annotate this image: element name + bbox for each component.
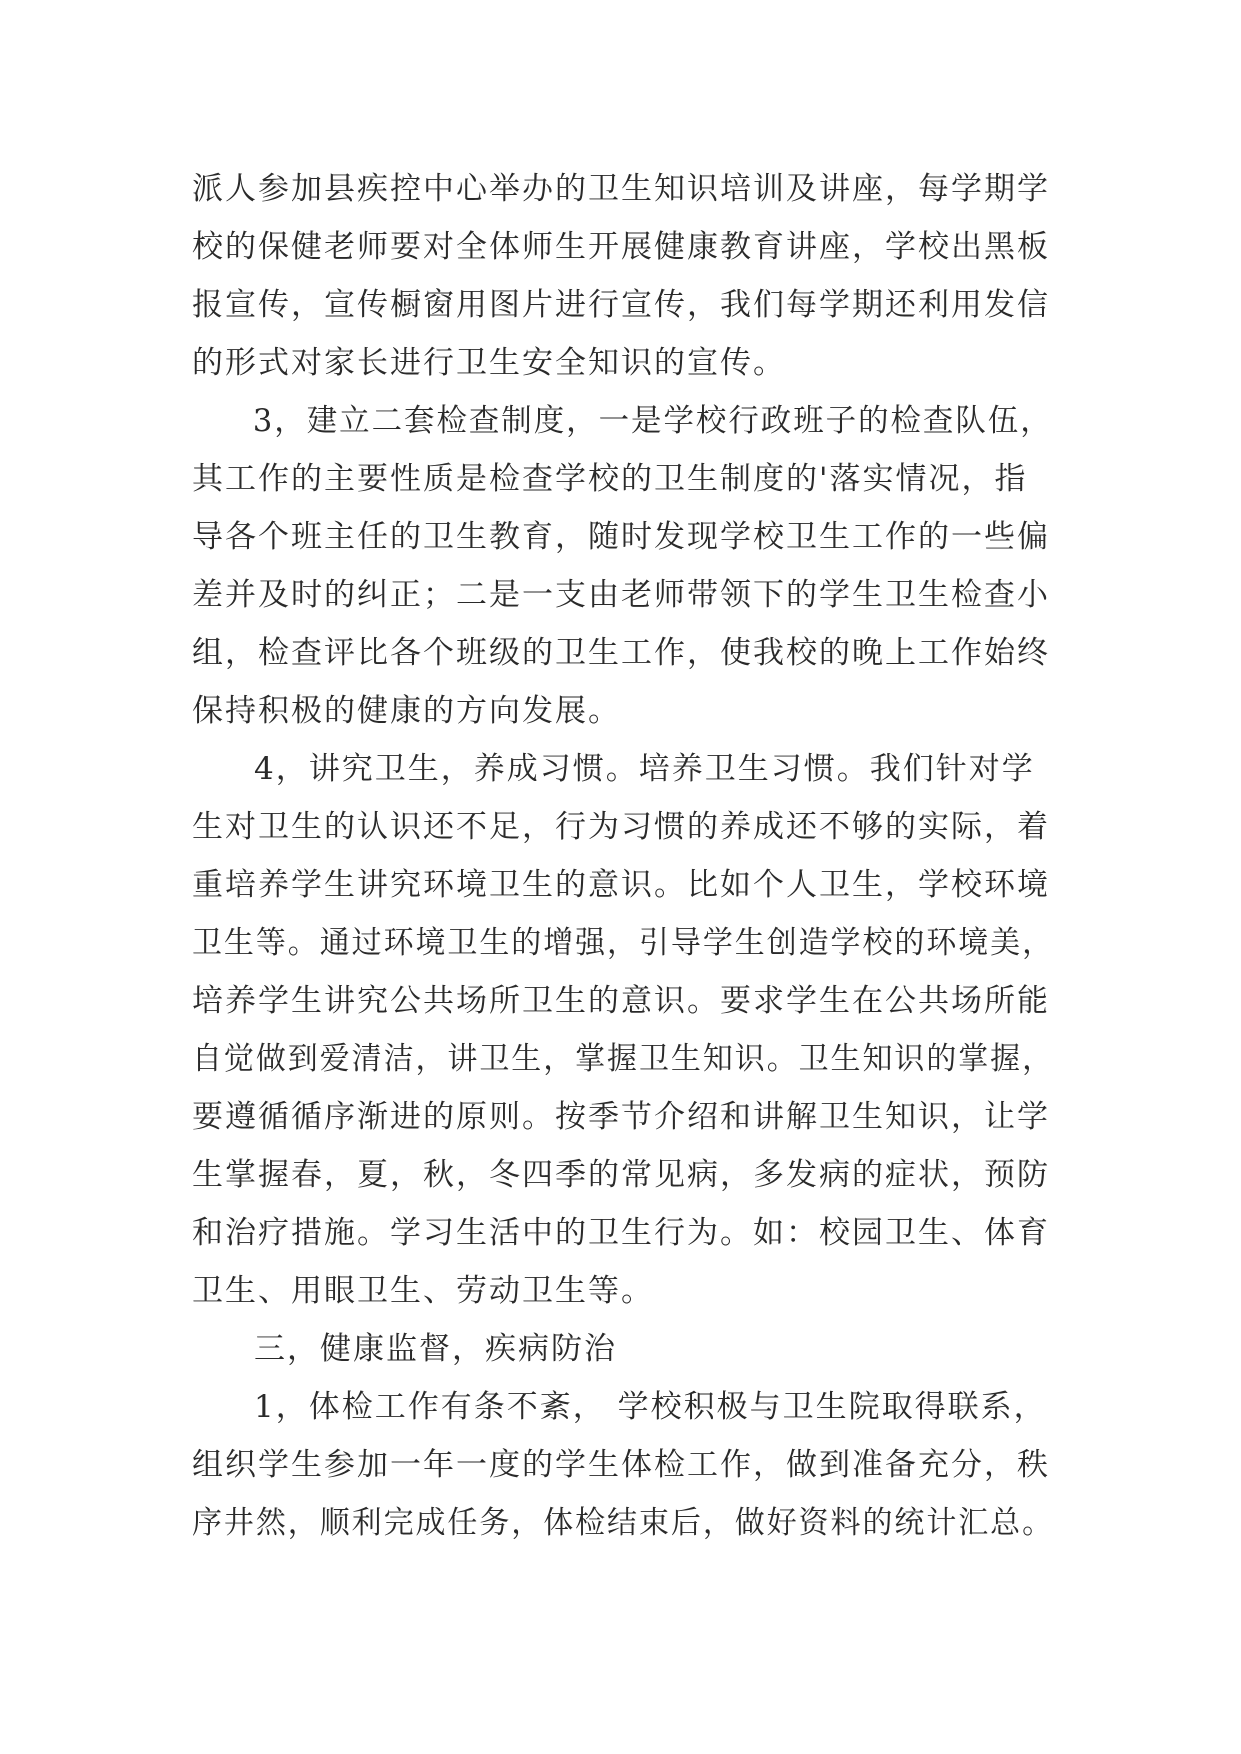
text-line: 1，体检工作有条不紊， 学校积极与卫生院取得联系， bbox=[254, 1389, 1047, 1425]
document-body bbox=[192, 160, 1054, 1552]
text-line: 序井然，顺利完成任务，体检结束后，做好资料的统计汇总。 bbox=[192, 1505, 1055, 1541]
text-line: 校的保健老师要对全体师生开展健康教育讲座，学校出黑板 bbox=[192, 229, 1050, 265]
text-line: 培养学生讲究公共场所卫生的意识。要求学生在公共场所能 bbox=[192, 983, 1050, 1019]
text-line: 生对卫生的认识还不足，行为习惯的养成还不够的实际，着 bbox=[192, 809, 1050, 845]
text-line: 派人参加县疾控中心举办的卫生知识培训及讲座，每学期学 bbox=[192, 171, 1050, 207]
text-line: 卫生、用眼卫生、劳动卫生等。 bbox=[192, 1273, 654, 1309]
text-line: 4，讲究卫生，养成习惯。培养卫生习惯。我们针对学 bbox=[254, 751, 1035, 787]
text-line: 要遵循循序渐进的原则。按季节介绍和讲解卫生知识，让学 bbox=[192, 1099, 1050, 1135]
text-line: 差并及时的纠正；二是一支由老师带领下的学生卫生检查小 bbox=[192, 577, 1050, 613]
text-line: 自觉做到爱清洁，讲卫生，掌握卫生知识。卫生知识的掌握， bbox=[192, 1041, 1055, 1077]
text-line: 导各个班主任的卫生教育，随时发现学校卫生工作的一些偏 bbox=[192, 519, 1050, 555]
text-line: 卫生等。通过环境卫生的增强，引导学生创造学校的环境美， bbox=[192, 925, 1055, 961]
text-line: 组，检查评比各个班级的卫生工作，使我校的晚上工作始终 bbox=[192, 635, 1050, 671]
text-line: 3，建立二套检查制度，一是学校行政班子的检查队伍， bbox=[252, 403, 1053, 439]
text-line: 三，健康监督，疾病防治 bbox=[254, 1331, 617, 1367]
text-line: 报宣传，宣传橱窗用图片进行宣传，我们每学期还利用发信 bbox=[192, 287, 1050, 323]
text-line: 生掌握春，夏，秋，冬四季的常见病，多发病的症状，预防 bbox=[192, 1157, 1050, 1193]
text-line: 其工作的主要性质是检查学校的卫生制度的'落实情况，指 bbox=[192, 461, 1028, 497]
text-line: 重培养学生讲究环境卫生的意识。比如个人卫生，学校环境 bbox=[192, 867, 1050, 903]
text-line: 组织学生参加一年一度的学生体检工作，做到准备充分，秩 bbox=[192, 1447, 1050, 1483]
text-line: 和治疗措施。学习生活中的卫生行为。如：校园卫生、体育 bbox=[192, 1215, 1050, 1251]
text-line: 保持积极的健康的方向发展。 bbox=[192, 693, 621, 729]
text-line: 的形式对家长进行卫生安全知识的宣传。 bbox=[192, 345, 786, 381]
